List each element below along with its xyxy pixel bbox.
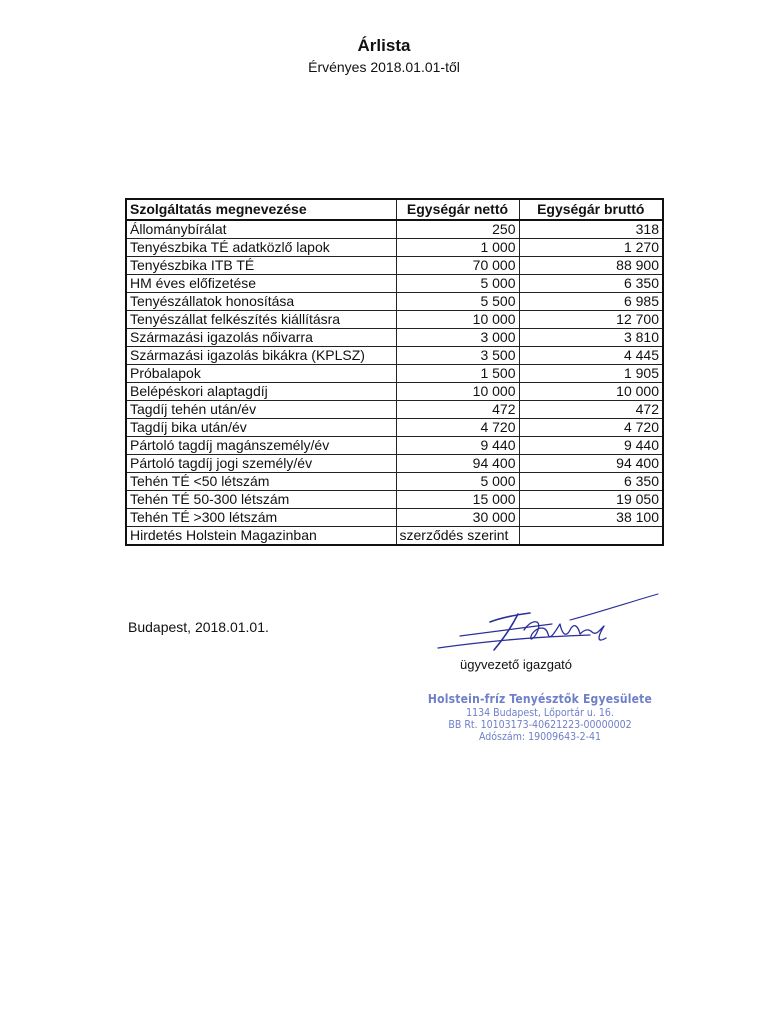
table-row: [126, 473, 663, 491]
header-service-name: Szolgáltatás megnevezése: [126, 199, 396, 220]
unit-net-cell: 9 440: [396, 437, 519, 455]
unit-net-cell: 10 000: [396, 383, 519, 401]
table-row: [126, 401, 663, 419]
table-row: [126, 347, 663, 365]
service-name-cell: Tenyészállat felkészítés kiállításra: [126, 311, 396, 329]
service-name-cell: Próbalapok: [126, 365, 396, 383]
table-row: [126, 509, 663, 527]
unit-net-cell: 70 000: [396, 257, 519, 275]
unit-gross-cell: 38 100: [519, 509, 663, 527]
unit-gross-cell: 19 050: [519, 491, 663, 509]
service-name-cell: Állománybírálat: [126, 220, 396, 239]
place-date: Budapest, 2018.01.01.: [128, 619, 269, 635]
document-title: Árlista: [357, 36, 411, 55]
table-row: [126, 527, 663, 546]
unit-net-cell: 250: [396, 220, 519, 239]
unit-gross-cell: 6 985: [519, 293, 663, 311]
table-header-row: [126, 199, 663, 220]
service-name-cell: Tehén TÉ <50 létszám: [126, 473, 396, 491]
service-name-cell: Pártoló tagdíj jogi személy/év: [126, 455, 396, 473]
unit-gross-cell: [519, 527, 663, 546]
table-row: [126, 220, 663, 239]
unit-gross-cell: 1 270: [519, 239, 663, 257]
unit-gross-cell: 3 810: [519, 329, 663, 347]
unit-net-cell: 1 000: [396, 239, 519, 257]
header-unit-gross: Egységár bruttó: [519, 199, 663, 220]
unit-gross-cell: 9 440: [519, 437, 663, 455]
table-row: [126, 239, 663, 257]
service-name-cell: Származási igazolás nőivarra: [126, 329, 396, 347]
service-name-cell: Tagdíj bika után/év: [126, 419, 396, 437]
service-name-cell: Hirdetés Holstein Magazinban: [126, 527, 396, 546]
unit-net-cell: 5 000: [396, 473, 519, 491]
stamp-bank-account: BB Rt. 10103173-40621223-00000002: [448, 719, 632, 731]
signer-role: ügyvezető igazgató: [460, 657, 573, 672]
header-unit-net: Egységár nettó: [396, 199, 519, 220]
unit-net-cell: 30 000: [396, 509, 519, 527]
table-row: [126, 257, 663, 275]
unit-gross-cell: 6 350: [519, 473, 663, 491]
table-row: [126, 311, 663, 329]
service-name-cell: HM éves előfizetése: [126, 275, 396, 293]
unit-net-cell: 10 000: [396, 311, 519, 329]
stamp-address: 1134 Budapest, Lőportár u. 16.: [466, 707, 614, 719]
stamp-organization: Holstein-fríz Tenyésztők Egyesülete: [427, 692, 653, 706]
table-row: [126, 365, 663, 383]
unit-gross-cell: 472: [519, 401, 663, 419]
unit-gross-cell: 94 400: [519, 455, 663, 473]
table-row: [126, 455, 663, 473]
unit-net-cell: 94 400: [396, 455, 519, 473]
unit-net-cell: 3 000: [396, 329, 519, 347]
table-row: [126, 491, 663, 509]
unit-gross-cell: 12 700: [519, 311, 663, 329]
service-name-cell: Tenyészbika TÉ adatközlő lapok: [126, 239, 396, 257]
unit-net-cell: szerződés szerint: [396, 527, 519, 546]
unit-net-cell: 4 720: [396, 419, 519, 437]
service-name-cell: Pártoló tagdíj magánszemély/év: [126, 437, 396, 455]
unit-gross-cell: 88 900: [519, 257, 663, 275]
table-row: [126, 437, 663, 455]
unit-gross-cell: 318: [519, 220, 663, 239]
stamp-tax-number: Adószám: 19009643-2-41: [478, 731, 602, 743]
service-name-cell: Származási igazolás bikákra (KPLSZ): [126, 347, 396, 365]
price-table-body: [126, 220, 663, 545]
document-subtitle: Érvényes 2018.01.01-től: [308, 59, 460, 75]
unit-net-cell: 5 000: [396, 275, 519, 293]
unit-gross-cell: 6 350: [519, 275, 663, 293]
table-row: [126, 383, 663, 401]
table-row: [126, 293, 663, 311]
unit-net-cell: 3 500: [396, 347, 519, 365]
unit-net-cell: 15 000: [396, 491, 519, 509]
price-table: [125, 198, 664, 546]
unit-gross-cell: 4 720: [519, 419, 663, 437]
service-name-cell: Tenyészbika ITB TÉ: [126, 257, 396, 275]
unit-gross-cell: 1 905: [519, 365, 663, 383]
unit-net-cell: 472: [396, 401, 519, 419]
table-row: [126, 419, 663, 437]
service-name-cell: Tagdíj tehén után/év: [126, 401, 396, 419]
table-row: [126, 329, 663, 347]
handwritten-signature: [420, 590, 670, 665]
service-name-cell: Tehén TÉ 50-300 létszám: [126, 491, 396, 509]
table-row: [126, 275, 663, 293]
service-name-cell: Tenyészállatok honosítása: [126, 293, 396, 311]
unit-gross-cell: 10 000: [519, 383, 663, 401]
unit-net-cell: 1 500: [396, 365, 519, 383]
service-name-cell: Tehén TÉ >300 létszám: [126, 509, 396, 527]
signature-strokes: [438, 594, 658, 650]
unit-gross-cell: 4 445: [519, 347, 663, 365]
company-stamp: [420, 692, 660, 743]
unit-net-cell: 5 500: [396, 293, 519, 311]
service-name-cell: Belépéskori alaptagdíj: [126, 383, 396, 401]
